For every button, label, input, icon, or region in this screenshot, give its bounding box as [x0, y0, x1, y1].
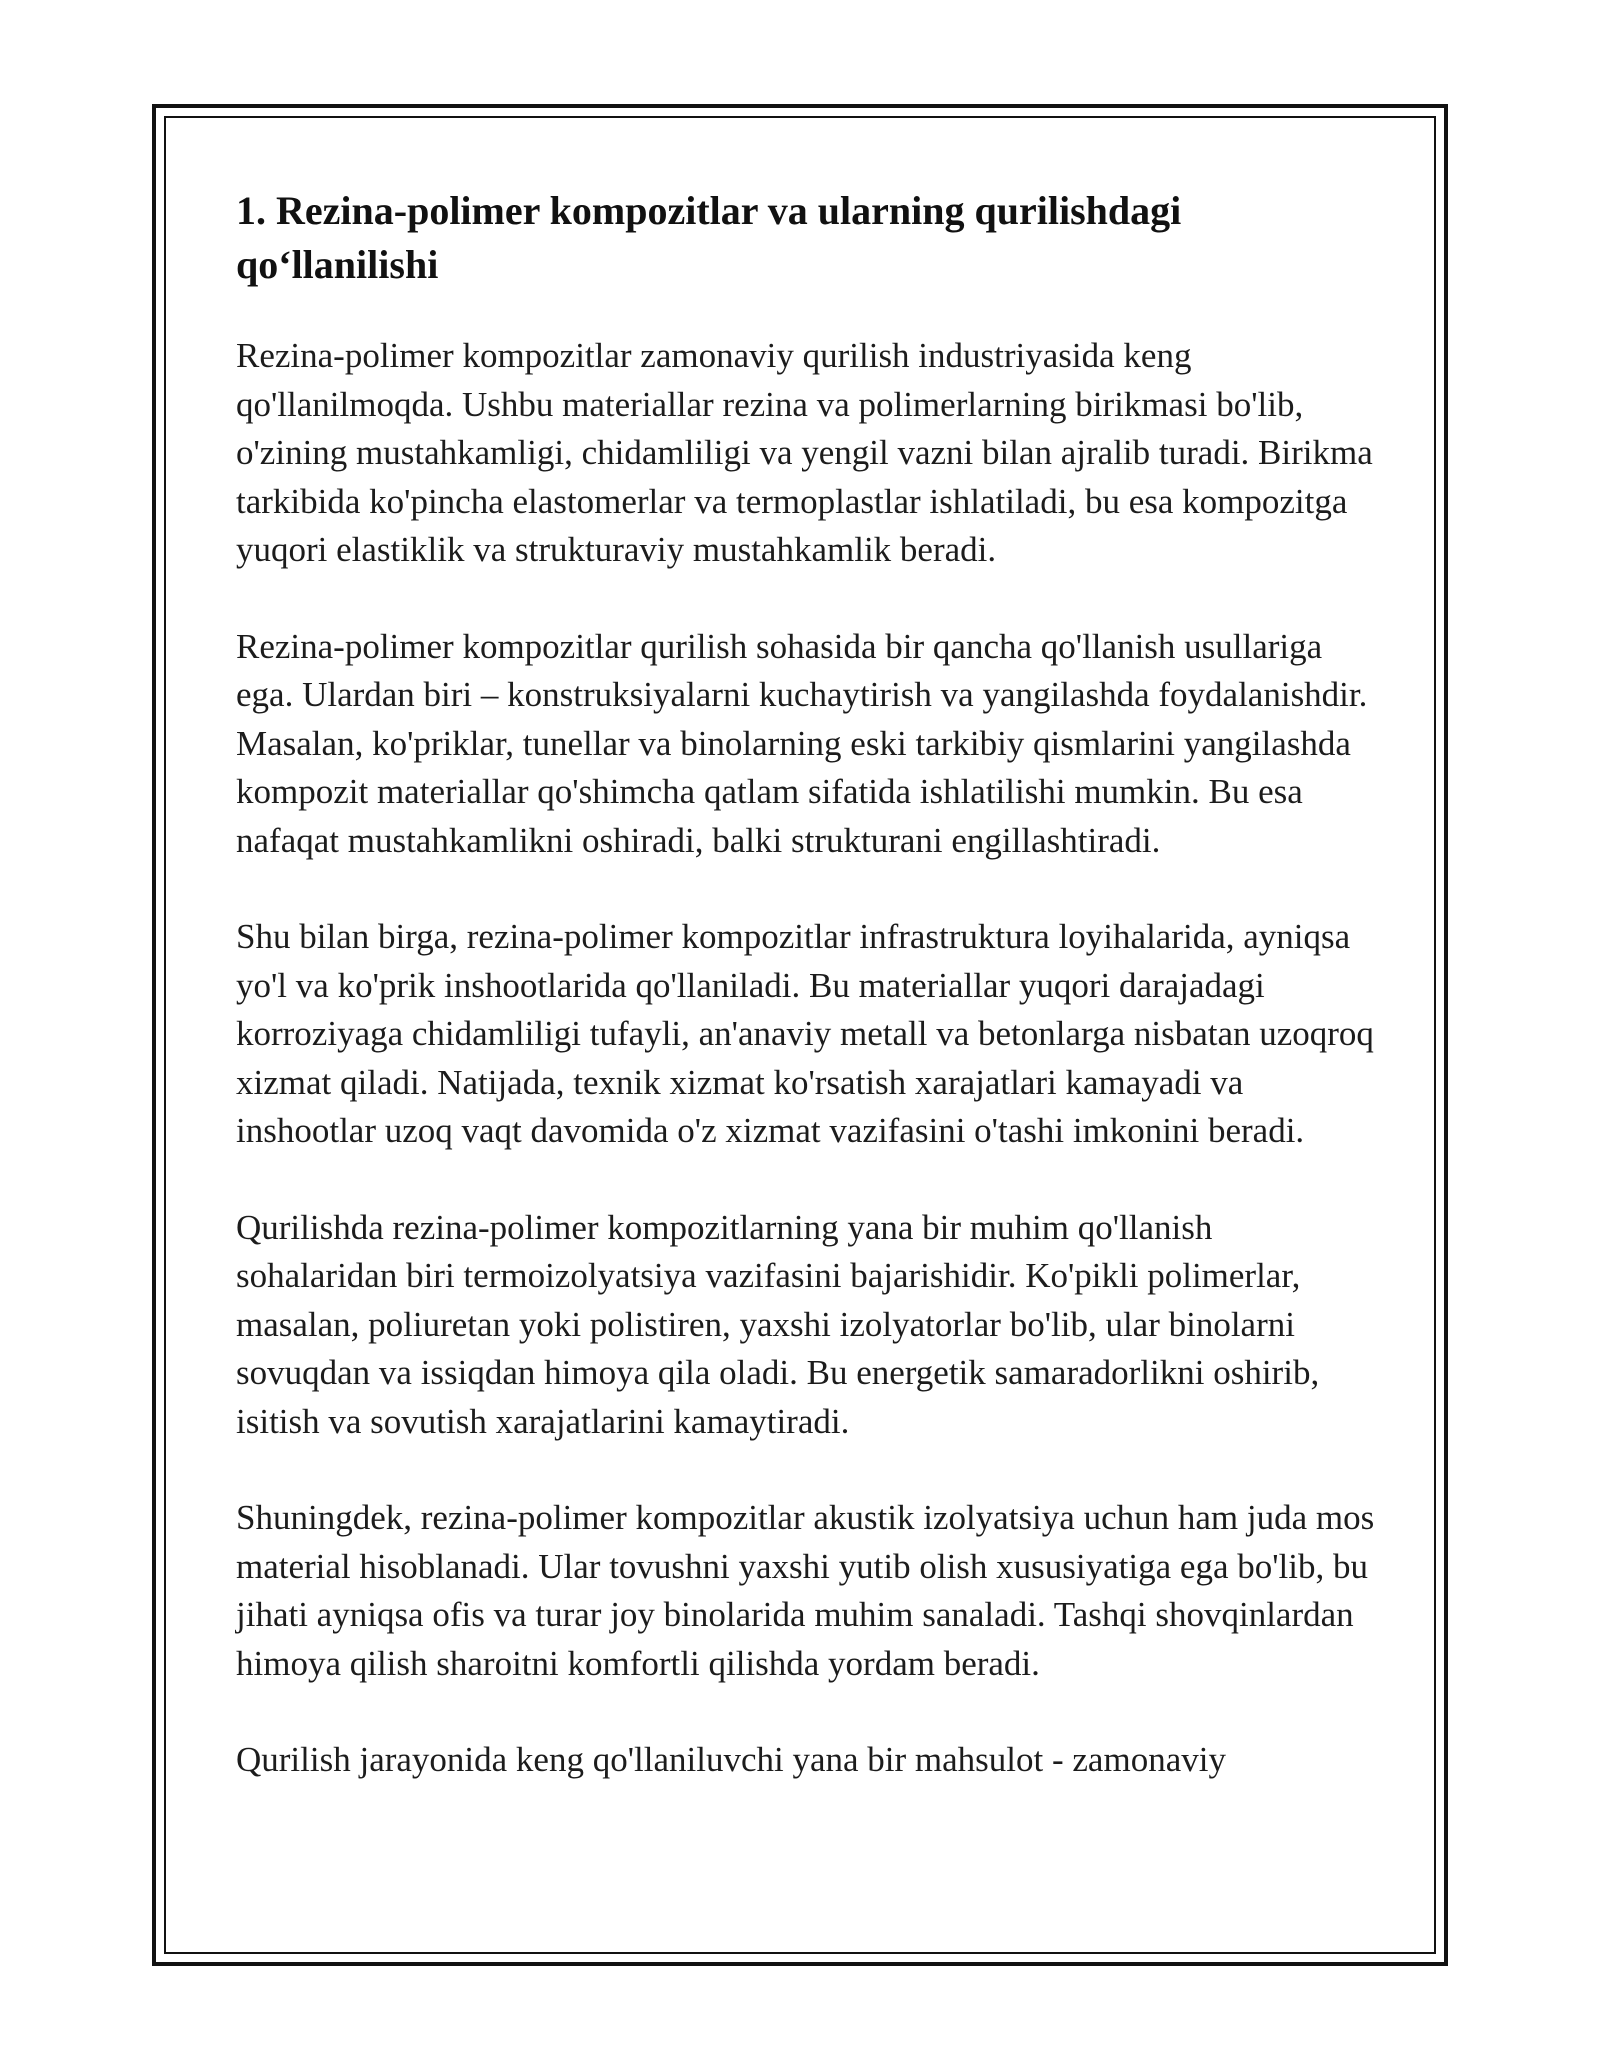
paragraph-3: Shu bilan birga, rezina-polimer kompozitlar infrastruktura loyihalarida, ayniqsa yo'l va ko'prik inshootlarida qo'llaniladi. Bu materiallar yuqori darajadagi korroziyaga chidamliligi tufayli, an'anaviy metall va betonlarga nisbatan uzoqroq xizmat qiladi. Natijada, texnik xizmat ko'rsatish xarajatlari kamayadi va inshootlar uzoq vaqt davomida o'z xizmat vazifasini o'tashi imkonini beradi.: [236, 917, 1374, 1150]
paragraph-4: Qurilishda rezina-polimer kompozitlarning yana bir muhim qo'llanish sohalaridan biri termoizolyatsiya vazifasini bajarishidir. Ko'pikli polimerlar, masalan, poliuretan yoki polistiren, yaxshi izolyatorlar bo'lib, ular binolarni sovuqdan va issiqdan himoya qila oladi. Bu energetik samaradorlikni oshirib, isitish va sovutish xarajatlarini kamaytiradi.: [236, 1207, 1320, 1441]
document-title: 1. Rezina-polimer kompozitlar va ularning qurilishdagi qo‘llanilishi: [236, 188, 1182, 287]
paragraph-6: Qurilish jarayonida keng qo'llaniluvchi yana bir mahsulot - zamonaviy: [236, 1740, 1226, 1779]
paragraph-2: Rezina-polimer kompozitlar qurilish sohasida bir qancha qo'llanish usullariga ega. Ulardan biri – konstruksiyalarni kuchaytirish va yangilashda foydalanishdir. Masalan, ko'priklar, tunellar va binolarning eski tarkibiy qismlarini yangilashda kompozit materiallar qo'shimcha qatlam sifatida ishlatilishi mumkin. Bu esa nafaqat mustahkamlikni oshiradi, balki strukturani engillashtiradi.: [236, 626, 1368, 860]
paragraph-1: Rezina-polimer kompozitlar zamonaviy qurilish industriyasida keng qo'llanilmoqda. Ushbu materiallar rezina va polimerlarning birikmasi bo'lib, o'zining mustahkamligi, chidamliligi va yengil vazni bilan ajralib turadi. Birikma tarkibida ko'pincha elastomerlar va termoplastlar ishlatiladi, bu esa kompozitga yuqori elastiklik va strukturaviy mustahkamlik beradi.: [236, 336, 1373, 569]
paragraph-5: Shuningdek, rezina-polimer kompozitlar akustik izolyatsiya uchun ham juda mos material hisoblanadi. Ular tovushni yaxshi yutib olish xususiyatiga ega bo'lib, bu jihati ayniqsa ofis va turar joy binolarida muhim sanaladi. Tashqi shovqinlardan himoya qilish sharoitni komfortli qilishda yordam beradi.: [236, 1498, 1375, 1683]
document-content: [236, 184, 1376, 1785]
